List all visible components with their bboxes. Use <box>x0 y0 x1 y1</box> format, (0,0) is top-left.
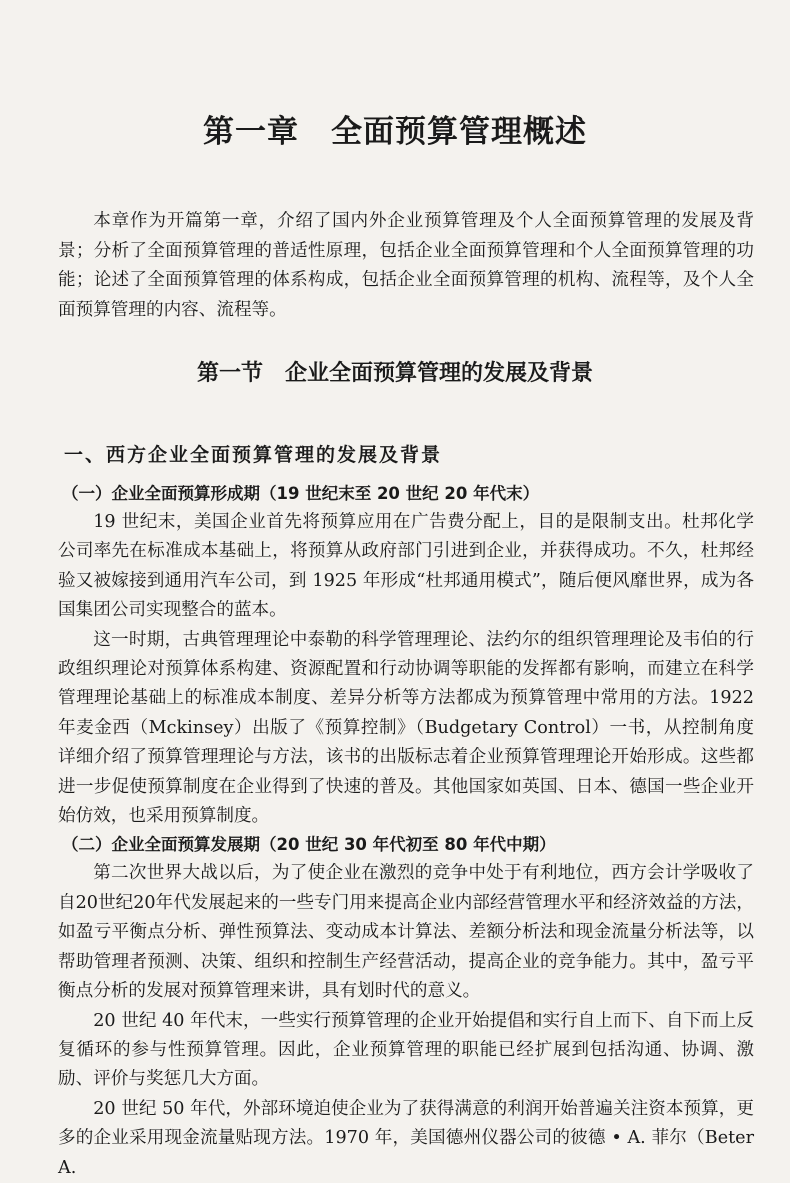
paragraph: 20 世纪 50 年代，外部环境迫使企业为了获得满意的利润开始普遍关注资本预算，更多的企业采用现金流量贴现方法。1970 年，美国德州仪器公司的彼德 • A. 菲尔（Beter A. <box>58 1098 754 1178</box>
paragraph: 20 世纪 40 年代末，一些实行预算管理的企业开始提倡和实行自上而下、自下而上反复循环的参与性预算管理。因此，企业预算管理的职能已经扩展到包括沟通、协调、激励、评价与奖惩几大方面。 <box>58 1010 754 1090</box>
heading-western-development: 一、西方企业全面预算管理的发展及背景 <box>64 444 443 466</box>
section-title: 第一节 企业全面预算管理的发展及背景 <box>196 361 593 386</box>
paragraph: 第二次世界大战以后，为了使企业在激烈的竞争中处于有利地位，西方会计学吸收了自20世纪20年代发展起来的一些专门用来提高企业内部经营管理水平和经济效益的方法，如盈亏平衡点分析、弹性预算法、变动成本计算法、差额分析法和现金流量分析法等，以帮助管理者预测、决策、组织和控制生产经营活动，提高企业的竞争能力。其中，盈亏平衡点分析的发展对预算管理来讲，具有划时代的意义。 <box>58 863 754 1002</box>
subsection-formation-heading: （一）企业全面预算形成期（19 世纪末至 20 世纪 20 年代末） <box>62 484 540 503</box>
paragraph: 这一时期，古典管理理论中泰勒的科学管理理论、法约尔的组织管理理论及韦伯的行政组织理论对预算体系构建、资源配置和行动协调等职能的发挥都有影响，而建立在科学管理理论基础上的标准成本制度、差异分析等方法都成为预算管理中常用的方法。1922 年麦金西（Mckinsey）出版了《预算控制》（Budgetary Control）一书，从控制角度详细介绍了预算管理理论与方法，该书的出版标志着企业预算管理理论开始形成。这些都进一步促使预算制度在企业得到了快速的普及。其他国家如英国、日本、德国一些企业开始仿效，也采用预算制度。 <box>58 629 754 827</box>
paragraph: 19 世纪末，美国企业首先将预算应用在广告费分配上，目的是限制支出。杜邦化学公司率先在标准成本基础上，将预算从政府部门引进到企业，并获得成功。不久，杜邦经验又被嫁接到通用汽车公司，到 1925 年形成“杜邦通用模式”，随后便风靡世界，成为各国集团公司实现整合的蓝本。 <box>58 512 754 621</box>
subsection-development-heading: （二）企业全面预算发展期（20 世纪 30 年代初至 80 年代中期） <box>62 835 556 855</box>
body-content <box>58 480 754 1183</box>
chapter-title: 第一章 全面预算管理概述 <box>203 114 587 150</box>
chapter-intro: 本章作为开篇第一章，介绍了国内外企业预算管理及个人全面预算管理的发展及背景；分析了全面预算管理的普适性原理，包括企业全面预算管理和个人全面预算管理的功能；论述了全面预算管理的体系构成，包括企业全面预算管理的机构、流程等，及个人全面预算管理的内容、流程等。 <box>58 211 754 320</box>
